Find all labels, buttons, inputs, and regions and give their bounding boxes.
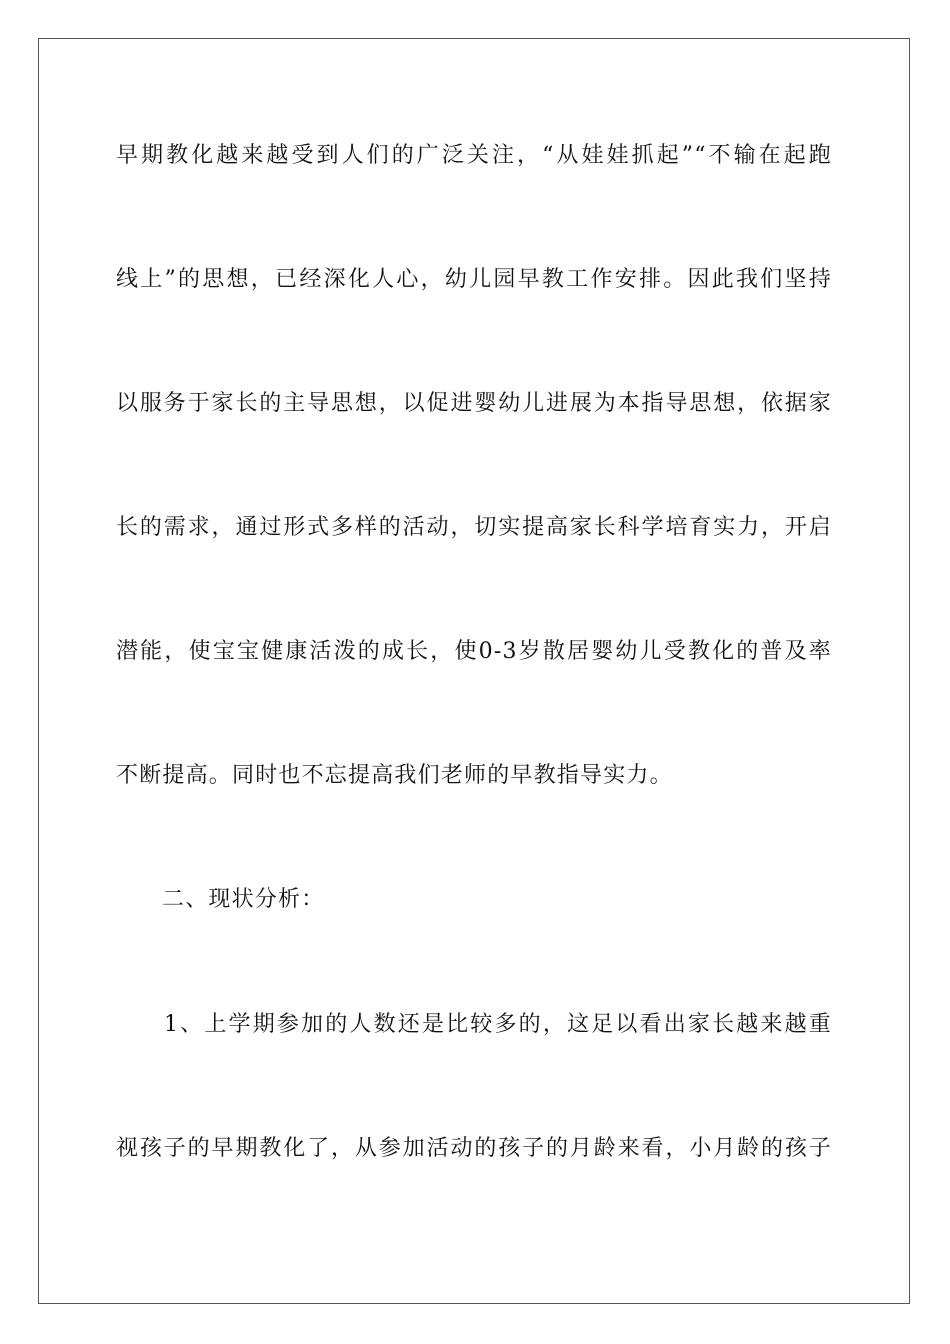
paragraph-line: 1、上学期参加的人数还是比较多的，这足以看出家长越来越重	[164, 1012, 832, 1037]
page-border	[38, 38, 910, 1304]
paragraph-line: 以服务于家长的主导思想，以促进婴幼儿进展为本指导思想，依据家	[116, 391, 832, 416]
paragraph-line: 早期教化越来越受到人们的广泛关注，“从娃娃抓起”“不输在起跑	[116, 143, 832, 168]
section-heading: 二、现状分析：	[162, 887, 325, 912]
paragraph-line: 不断提高。同时也不忘提高我们老师的早教指导实力。	[116, 763, 673, 788]
paragraph-line: 潜能，使宝宝健康活泼的成长，使0-3岁散居婴幼儿受教化的普及率	[116, 639, 832, 664]
paragraph-line: 线上”的思想，已经深化人心，幼儿园早教工作安排。因此我们坚持	[116, 267, 832, 292]
paragraph-line: 视孩子的早期教化了，从参加活动的孩子的月龄来看，小月龄的孩子	[116, 1136, 832, 1161]
paragraph-line: 长的需求，通过形式多样的活动，切实提高家长科学培育实力，开启	[116, 515, 832, 540]
